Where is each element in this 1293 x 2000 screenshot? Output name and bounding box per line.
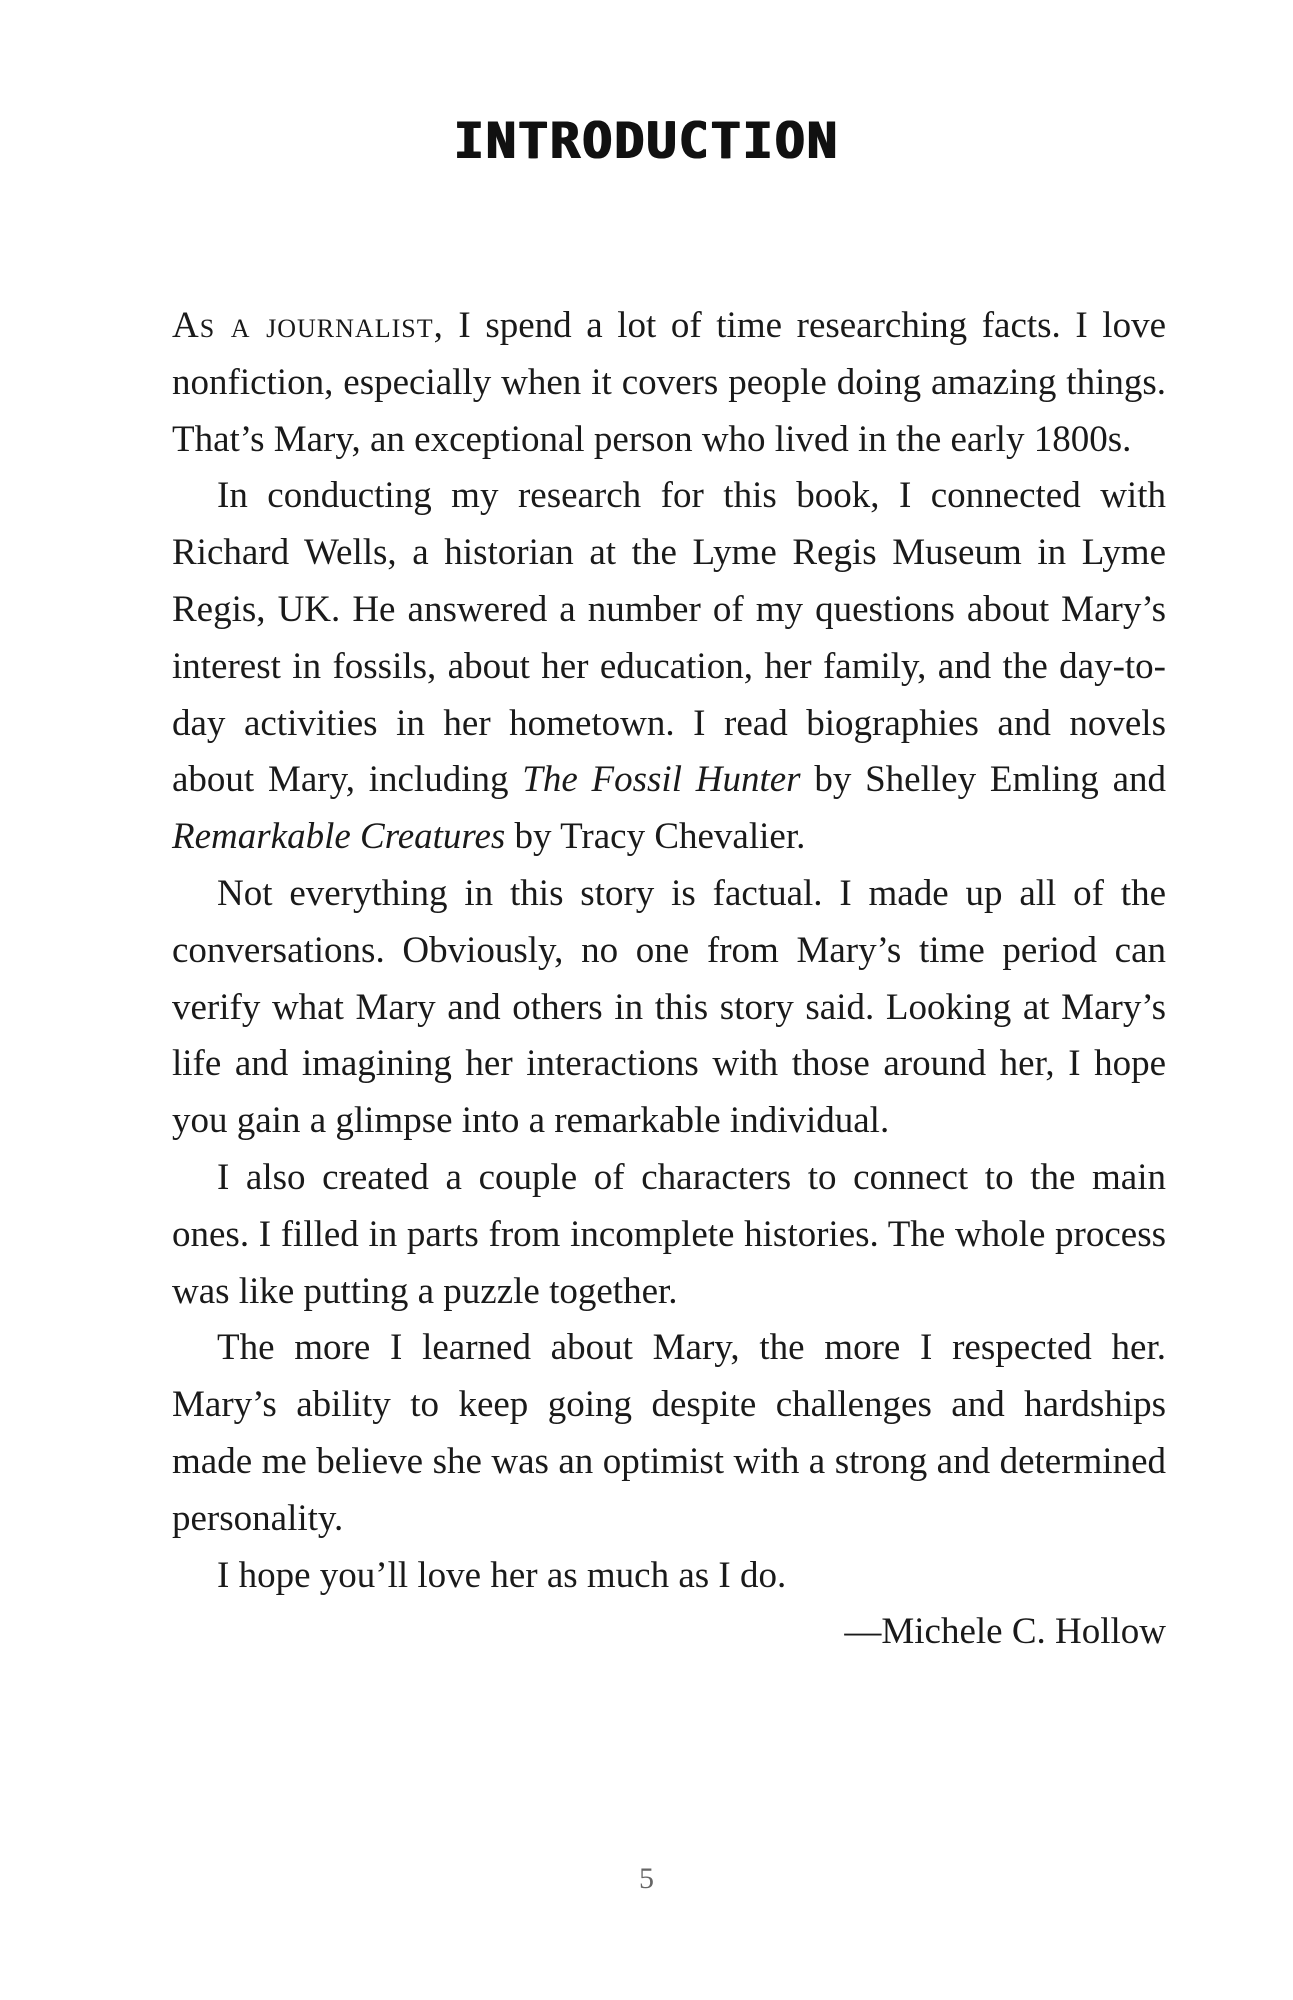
page-number: 5 (639, 1862, 654, 1895)
paragraph-6: I hope you’ll love her as much as I do. (217, 1554, 787, 1596)
paragraph-4: I also created a couple of characters to connect to the main ones. I filled in parts from incomplete histories. The whole process was like putting a puzzle together. (172, 1156, 1166, 1312)
chapter-title: INTRODUCTION (453, 112, 840, 170)
book-title-remarkable-creatures: Remarkable Creatures (172, 816, 506, 858)
small-caps-lead: As a journalist, (172, 305, 444, 346)
paragraph-2: In conducting my research for this book, I connected with Richard Wells, a historian at the Lyme Regis Museum in Lyme Regis, UK. He answered a number of my questions about Mary’s interest in fossils, about her education, her family, and the day-to-day activities in her hometown. I read biographies and novels about Mary, including The Fossil Hunter by Shelley Emling and Remarkable Creatures by Tracy Chevalier. (172, 475, 1166, 858)
paragraph-1: As a journalist, I spend a lot of time researching facts. I love nonfiction, especially when it covers people doing amazing things. That’s Mary, an exceptional person who lived in the early 1800s. (172, 305, 1166, 460)
paragraph-3: Not everything in this story is factual. I made up all of the conversations. Obviously, no one from Mary’s time period can verify what Mary and others in this story said. Looking at Mary’s life and imagining her interactions with those around her, I hope you gain a glimpse into a remarkable individual. (172, 872, 1166, 1142)
paragraph-5: The more I learned about Mary, the more I respected her. Mary’s ability to keep going despite challenges and hardships made me believe she was an optimist with a strong and determined personality. (172, 1327, 1166, 1539)
book-title-fossil-hunter: The Fossil Hunter (522, 759, 801, 801)
body-text (172, 298, 1166, 1661)
author-signature: —Michele C. Hollow (844, 1611, 1166, 1653)
